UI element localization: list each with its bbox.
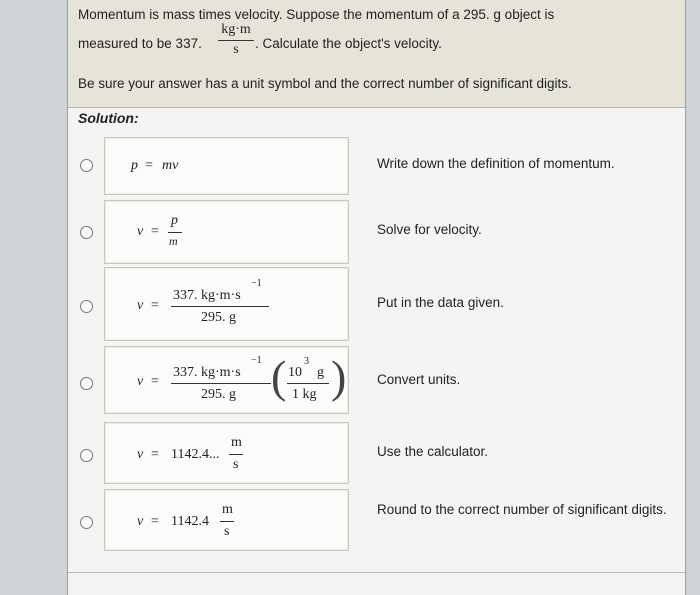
step-2-fraction-bar <box>168 232 182 233</box>
step-5-unit-num: m <box>231 435 242 450</box>
section-divider <box>68 572 685 573</box>
step-4-den: 295. g <box>201 387 236 402</box>
step-2-den: m <box>169 234 178 248</box>
step-3-math-box[interactable] <box>104 267 349 341</box>
step-4-math-box[interactable] <box>104 346 349 414</box>
step-2-radio[interactable] <box>80 226 93 239</box>
step-4-description: Convert units. <box>377 372 461 387</box>
step-1-math-box[interactable] <box>104 137 349 195</box>
step-6-math-box[interactable] <box>104 489 349 551</box>
problem-panel <box>67 0 686 595</box>
unit-fraction-bar <box>218 40 254 41</box>
step-4-conv-den: 1 kg <box>292 387 317 402</box>
step-6-radio[interactable] <box>80 516 93 529</box>
step-3-lhs: v <box>137 298 144 313</box>
step-5-radio[interactable] <box>80 449 93 462</box>
question-line-1: Momentum is mass times velocity. Suppose the momentum of a 295. g object is <box>78 7 555 22</box>
step-5-math-box[interactable] <box>104 422 349 484</box>
step-6-value: 1142.4 <box>171 514 209 529</box>
step-6-unit-num: m <box>222 502 233 517</box>
question-header <box>68 0 685 108</box>
step-5-lhs: v <box>137 447 144 462</box>
step-3-num: 337. kg·m·s <box>173 288 241 303</box>
step-1-lhs: p <box>131 158 138 173</box>
step-3-eq: = <box>151 298 159 313</box>
unit-denominator: s <box>233 42 239 57</box>
question-instruction: Be sure your answer has a unit symbol and the correct number of significant digits. <box>78 76 572 91</box>
step-5-description: Use the calculator. <box>377 444 489 459</box>
step-4-conv-base: 10 <box>288 365 302 380</box>
question-line-2-suffix: . Calculate the object's velocity. <box>255 36 442 51</box>
step-6-lhs: v <box>137 514 144 529</box>
step-2-lhs: v <box>137 224 144 239</box>
step-1-eq: = <box>145 158 153 173</box>
step-2-description: Solve for velocity. <box>377 222 482 237</box>
step-3-fraction-bar <box>171 306 269 307</box>
step-4-lhs: v <box>137 374 144 389</box>
question-line-2-prefix: measured to be 337. <box>78 36 202 51</box>
step-4-exp: −1 <box>251 355 262 366</box>
step-3-radio[interactable] <box>80 300 93 313</box>
step-5-eq: = <box>151 447 159 462</box>
step-6-eq: = <box>151 514 159 529</box>
step-5-unit-den: s <box>233 457 239 472</box>
step-6-unit-den: s <box>224 524 230 539</box>
step-4-eq: = <box>151 374 159 389</box>
solution-label: Solution: <box>78 110 139 126</box>
step-4-conv-bar <box>287 383 329 384</box>
step-4-radio[interactable] <box>80 377 93 390</box>
step-2-math-box[interactable] <box>104 200 349 264</box>
step-4-right-paren: ) <box>331 351 347 402</box>
step-4-conv-unit: g <box>317 365 324 380</box>
step-5-value: 1142.4... <box>171 447 220 462</box>
step-4-num: 337. kg·m·s <box>173 365 241 380</box>
step-6-unit-bar <box>220 521 234 522</box>
step-4-conv-exp: 3 <box>304 356 309 367</box>
step-2-eq: = <box>151 224 159 239</box>
step-3-den: 295. g <box>201 310 236 325</box>
step-6-description: Round to the correct number of significant digits. <box>377 502 667 517</box>
step-3-exp: −1 <box>251 278 262 289</box>
step-3-description: Put in the data given. <box>377 295 504 310</box>
unit-numerator: kg·m <box>221 22 251 37</box>
step-1-description: Write down the definition of momentum. <box>377 156 615 171</box>
step-5-unit-bar <box>229 454 243 455</box>
step-1-rhs: mv <box>162 158 179 173</box>
step-4-left-paren: ( <box>271 351 287 402</box>
step-2-num: p <box>171 213 178 228</box>
step-1-radio[interactable] <box>80 159 93 172</box>
step-4-fraction-bar <box>171 383 271 384</box>
